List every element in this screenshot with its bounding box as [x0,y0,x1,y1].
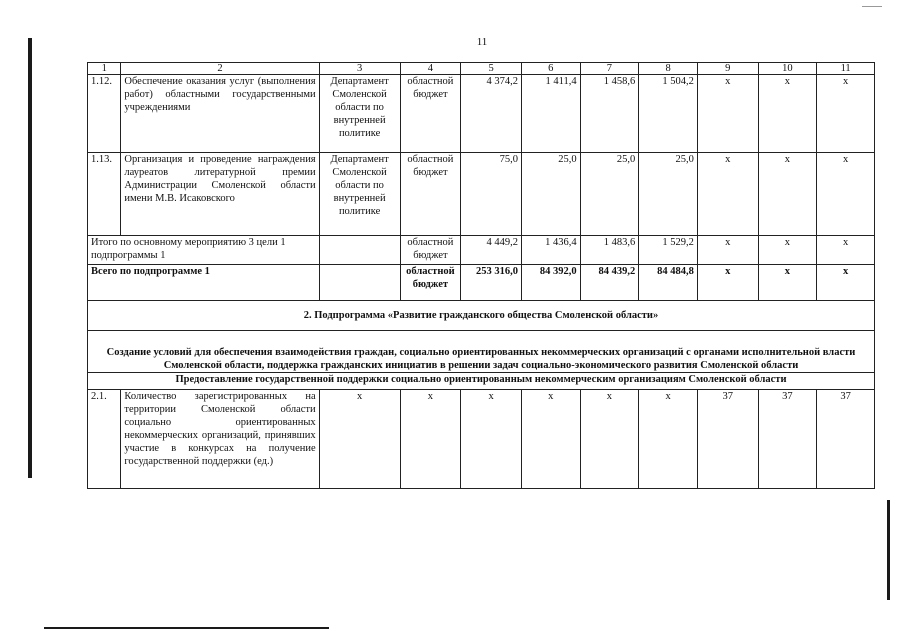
column-header: 9 [697,63,758,75]
row-value: х [817,75,875,153]
row-number: 1.13. [88,153,121,236]
column-header: 10 [758,63,817,75]
column-header: 6 [521,63,580,75]
page-number: 11 [476,36,488,48]
row-value: 1 458,6 [580,75,639,153]
indicator-row [88,390,875,489]
column-header: 5 [461,63,522,75]
row-value: х [697,75,758,153]
indicator-name: Количество зарегистрированных на территории Смоленской области социально ориентированных некоммерческих организаций, принявших участие в конкурсах на получение государственной поддержки (ед.) [121,390,319,489]
row-value: 1 411,4 [521,75,580,153]
scan-edge-mark-bottom [44,627,329,629]
total-event-value: 1 483,6 [580,236,639,265]
indicator-value: х [400,390,461,489]
indicator-value: х [521,390,580,489]
column-header: 1 [88,63,121,75]
column-header: 2 [121,63,319,75]
total-subprogram-value: х [817,265,875,301]
empty-cell [319,265,400,301]
indicator-value: х [639,390,698,489]
row-value: х [697,153,758,236]
column-number-row [88,63,875,75]
indicator-number: 2.1. [88,390,121,489]
column-header: 11 [817,63,875,75]
column-header: 7 [580,63,639,75]
indicator-value: х [319,390,400,489]
row-name: Обеспечение оказания услуг (выполнения работ) областными государственными учреждениями [121,75,319,153]
total-event-value: 1 436,4 [521,236,580,265]
subprogram-title-row [88,301,875,331]
scan-edge-mark-top [862,6,882,7]
row-value: 25,0 [639,153,698,236]
table-row [88,75,875,153]
total-subprogram-value: 253 316,0 [461,265,522,301]
row-source: областной бюджет [400,75,461,153]
row-executor: Департамент Смоленской области по внутренней политике [319,75,400,153]
row-value: х [817,153,875,236]
total-subprogram-value: х [697,265,758,301]
indicator-value: 37 [758,390,817,489]
total-event-value: х [817,236,875,265]
row-value: х [758,153,817,236]
indicator-value: 37 [817,390,875,489]
total-event-source: областной бюджет [400,236,461,265]
row-executor: Департамент Смоленской области по внутренней политике [319,153,400,236]
row-name: Организация и проведение награждения лауреатов литературной премии Администрации Смоленской области имени М.В. Исаковского [121,153,319,236]
column-header: 4 [400,63,461,75]
table-row [88,153,875,236]
scan-edge-mark-left [28,38,32,478]
column-header: 3 [319,63,400,75]
row-number: 1.12. [88,75,121,153]
indicator-value: х [580,390,639,489]
total-subprogram-value: 84 484,8 [639,265,698,301]
total-event-label: Итого по основному мероприятию 3 цели 1 подпрограммы 1 [88,236,320,265]
total-subprogram-value: 84 392,0 [521,265,580,301]
row-value: 75,0 [461,153,522,236]
subprogram-title: 2. Подпрограмма «Развитие гражданского общества Смоленской области» [88,301,875,331]
goal-title-row [88,331,875,373]
total-subprogram-label: Всего по подпрограмме 1 [88,265,320,301]
total-subprogram-value: х [758,265,817,301]
total-event-value: 4 449,2 [461,236,522,265]
total-event-value: 1 529,2 [639,236,698,265]
total-subprogram-row [88,265,875,301]
column-header: 8 [639,63,698,75]
task-title-row [88,373,875,390]
empty-cell [319,236,400,265]
row-value: 1 504,2 [639,75,698,153]
row-value: х [758,75,817,153]
total-event-value: х [758,236,817,265]
row-value: 25,0 [580,153,639,236]
total-subprogram-value: 84 439,2 [580,265,639,301]
total-event-row [88,236,875,265]
budget-table [87,62,875,489]
indicator-value: 37 [697,390,758,489]
row-value: 4 374,2 [461,75,522,153]
total-event-value: х [697,236,758,265]
goal-title: Создание условий для обеспечения взаимодействия граждан, социально ориентированных некоммерческих организаций с органами исполнительной власти Смоленской области, поддержка гражданских инициатив в решении задач социально-экономического развития Смоленской области [88,331,875,373]
task-title: Предоставление государственной поддержки социально ориентированным некоммерческим организациям Смоленской области [88,373,875,390]
row-value: 25,0 [521,153,580,236]
scan-edge-mark-right [887,500,890,600]
indicator-value: х [461,390,522,489]
total-subprogram-source: областной бюджет [400,265,461,301]
row-source: областной бюджет [400,153,461,236]
